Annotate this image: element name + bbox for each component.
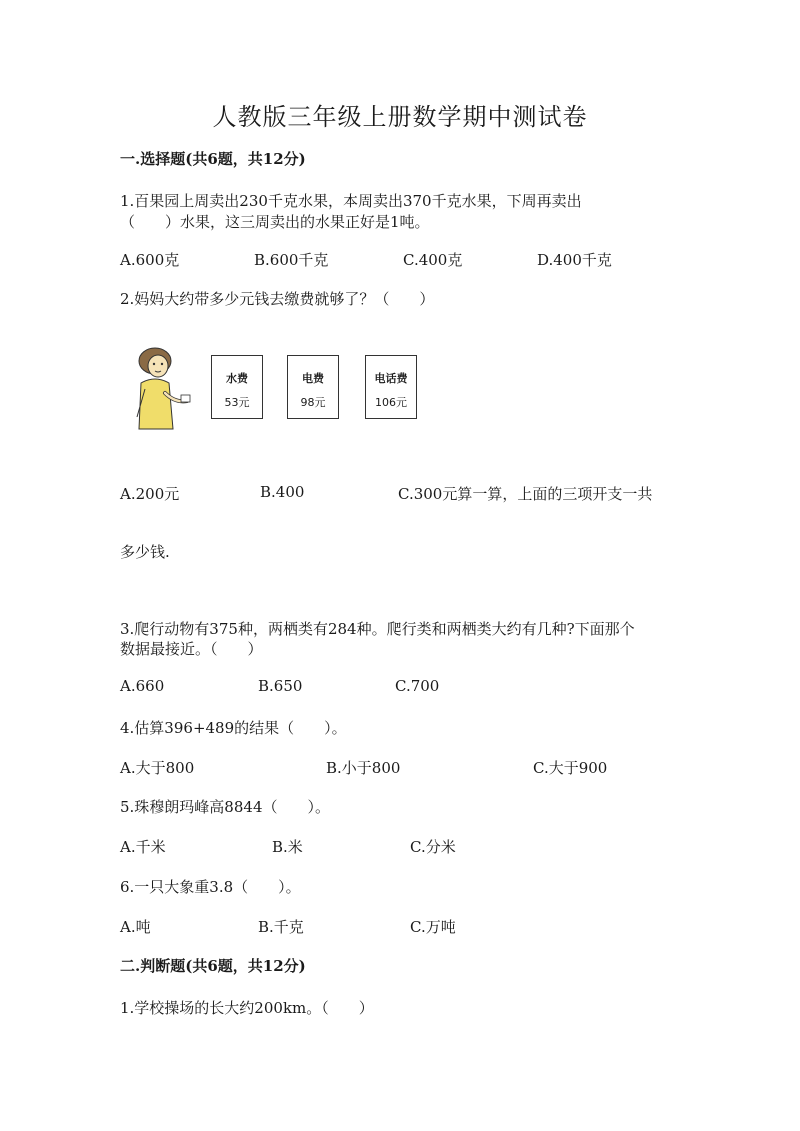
question-5-line-1: 5.珠穆朗玛峰高8844（ ）。 [120,798,330,816]
question-4-line-1: 4.估算396+489的结果（ ）。 [120,719,347,737]
bill-amount: 98元 [300,396,326,409]
question-5-option-c[interactable]: C.分米 [410,838,456,856]
question-1-option-c[interactable]: C.400克 [403,251,463,269]
bill-amount: 106元 [375,396,407,409]
bill-name: 水费 [226,372,248,385]
section-heading-true-false: 二.判断题(共6题，共12分) [120,957,306,975]
tf-question-1: 1.学校操场的长大约200km。（ ） [120,999,374,1017]
question-1-option-d[interactable]: D.400千克 [537,251,612,269]
question-1-line-1: 1.百果园上周卖出230千克水果，本周卖出370千克水果，下周再卖出 [120,192,582,210]
question-4-option-c[interactable]: C.大于900 [533,759,608,777]
bill-name: 电话费 [374,372,408,385]
question-3-line-1: 3.爬行动物有375种，两栖类有284种。爬行类和两栖类大约有几种?下面那个 [120,620,635,638]
question-3-option-c[interactable]: C.700 [395,677,440,695]
electricity-bill-card [287,355,339,419]
question-6-line-1: 6.一只大象重3.8（ ）。 [120,878,301,896]
question-2-option-b[interactable]: B.400 [260,483,305,501]
woman-illustration [125,345,191,437]
question-2-figure [125,345,425,437]
question-2-option-a[interactable]: A.200元 [120,485,180,503]
question-1-option-b[interactable]: B.600千克 [254,251,329,269]
question-6-option-a[interactable]: A.吨 [120,918,151,936]
question-4-option-b[interactable]: B.小于800 [326,759,401,777]
question-6-option-b[interactable]: B.千克 [258,918,304,936]
question-1-option-a[interactable]: A.600克 [120,251,180,269]
question-3-option-b[interactable]: B.650 [258,677,303,695]
question-1-line-2: （ ）水果，这三周卖出的水果正好是1吨。 [120,213,430,231]
question-4-option-a[interactable]: A.大于800 [120,759,195,777]
question-2-continuation: 多少钱. [120,543,170,561]
section-heading-choice: 一.选择题(共6题，共12分) [120,150,306,168]
question-3-option-a[interactable]: A.660 [120,677,165,695]
question-2-option-c[interactable]: C.300元算一算，上面的三项开支一共 [398,485,653,503]
question-5-option-a[interactable]: A.千米 [120,838,166,856]
phone-bill-card [365,355,417,419]
bill-amount: 53元 [224,396,250,409]
question-5-option-b[interactable]: B.米 [272,838,303,856]
question-2-line-1: 2.妈妈大约带多少元钱去缴费就够了？（ ） [120,290,435,308]
page-title: 人教版三年级上册数学期中测试卷 [212,103,588,131]
water-bill-card [211,355,263,419]
bill-name: 电费 [302,372,324,385]
question-6-option-c[interactable]: C.万吨 [410,918,456,936]
question-3-line-2: 数据最接近。（ ） [120,640,263,658]
